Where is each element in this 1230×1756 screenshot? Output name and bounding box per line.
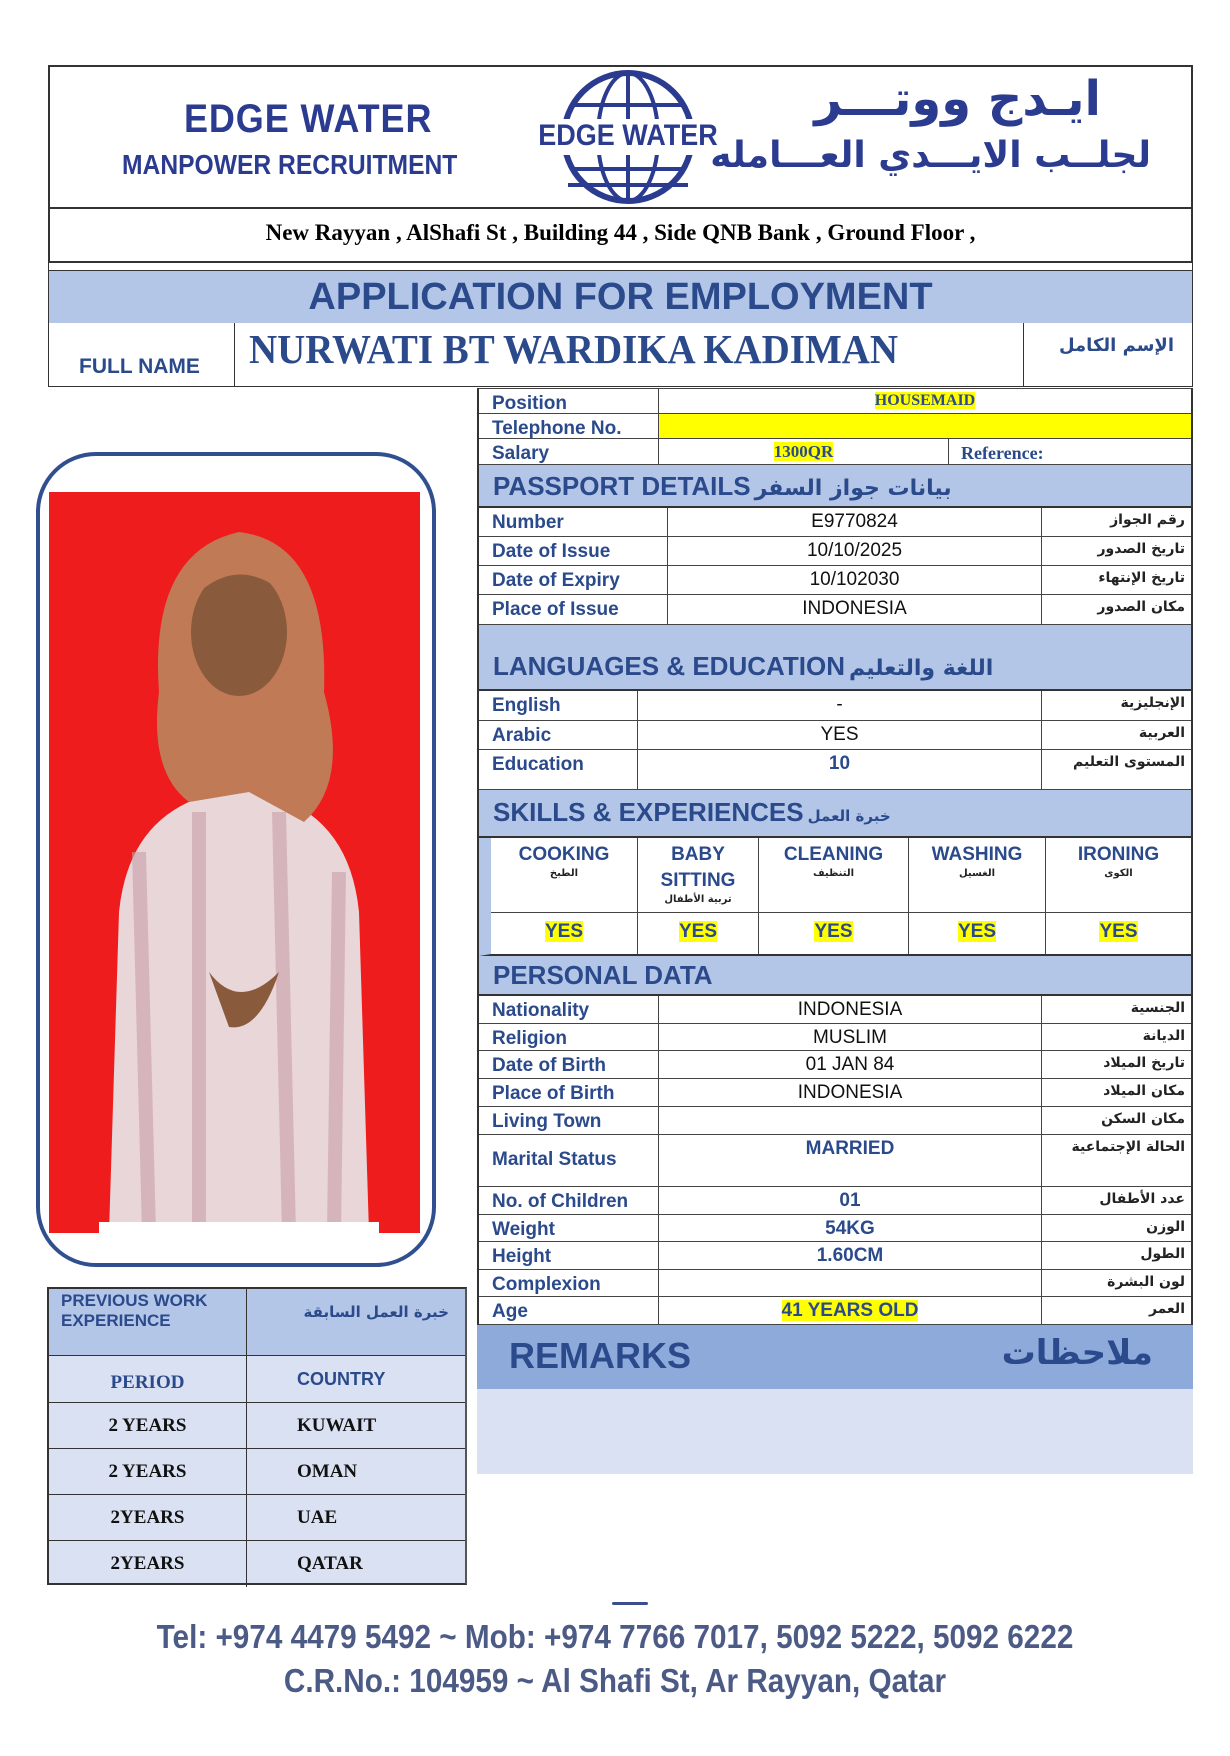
languages-section-header (479, 625, 1191, 691)
personal-row (479, 1107, 1191, 1135)
passport-label-arabic: مكان الصدور (1097, 599, 1185, 615)
work-experience-row (49, 1449, 465, 1495)
personal-row (479, 1215, 1191, 1242)
telephone-value (659, 414, 1191, 438)
personal-value (659, 1079, 1042, 1106)
personal-label: Age (479, 1297, 659, 1324)
logo-text: EDGE WATER (538, 119, 718, 152)
language-label-arabic: المستوى التعليم (1073, 754, 1185, 770)
language-value (638, 721, 1042, 749)
personal-label: Living Town (479, 1107, 659, 1134)
skill-cooking (491, 838, 638, 954)
work-experience-row (49, 1403, 465, 1449)
passport-value-text: 10/10/2025 (806, 540, 903, 561)
passport-label: Place of Issue (479, 595, 668, 624)
personal-label-arabic: الطول (1140, 1246, 1185, 1262)
personal-value-text: MARRIED (805, 1138, 895, 1159)
personal-row (479, 996, 1191, 1024)
skill-value-cell (679, 913, 717, 943)
personal-value (659, 1107, 1042, 1134)
passport-label: Date of Issue (479, 537, 668, 565)
personal-section-header (479, 956, 1191, 996)
skill-label (759, 838, 908, 913)
skills-section-header (479, 790, 1191, 838)
work-experience-header (49, 1289, 465, 1356)
languages-title: LANGUAGES & EDUCATION (493, 651, 845, 681)
country-header: COUNTRY (297, 1368, 386, 1389)
passport-label-arabic: تاريخ الإنتهاء (1098, 570, 1185, 586)
personal-label: Height (479, 1242, 659, 1269)
full-name-value: NURWATI BT WARDIKA KADIMAN (249, 326, 898, 372)
passport-section-header (479, 465, 1191, 508)
personal-label: Religion (479, 1024, 659, 1050)
skills-title-arabic: خبرة العمل (807, 807, 891, 825)
skill-ironing (1046, 838, 1191, 954)
personal-label-arabic: تاريخ الميلاد (1103, 1055, 1185, 1071)
work-experience-table (47, 1287, 467, 1585)
personal-value (659, 1024, 1042, 1050)
passport-value-text: E9770824 (811, 511, 898, 532)
personal-value-text: MUSLIM (813, 1027, 887, 1048)
personal-value (659, 996, 1042, 1023)
divider (48, 263, 1193, 271)
language-value-text: 10 (828, 753, 851, 774)
language-value (638, 750, 1042, 789)
language-row (479, 750, 1191, 790)
full-name-row (48, 323, 1193, 387)
skill-label (1046, 838, 1191, 913)
footer-contact: Tel: +974 4479 5492 ~ Mob: +974 7766 7017, 5092 5222, 5092 6222 (156, 1618, 1074, 1655)
passport-row (479, 566, 1191, 595)
company-name-arabic: ايـدج ووتـــر (814, 71, 1101, 127)
personal-label: Place of Birth (479, 1079, 659, 1106)
skill-value-cell (958, 913, 996, 943)
passport-value-text: 10/102030 (809, 569, 900, 590)
personal-value (659, 1297, 1042, 1324)
passport-label: Date of Expiry (479, 566, 668, 594)
language-label-arabic: العربية (1138, 725, 1185, 741)
language-label: Education (479, 750, 638, 789)
passport-value (668, 595, 1042, 624)
skill-name: COOKING (518, 844, 610, 865)
personal-value-text: 41 YEARS OLD (781, 1300, 919, 1321)
language-label: Arabic (479, 721, 638, 749)
personal-row (479, 1079, 1191, 1107)
personal-label: Complexion (479, 1270, 659, 1296)
globe-logo (528, 69, 728, 205)
skill-cleaning (759, 838, 909, 954)
applicant-photo (49, 492, 420, 1233)
remarks-title: REMARKS (509, 1335, 692, 1376)
footer-registration: C.R.No.: 104959 ~ Al Shafi St, Ar Rayyan, Qatar (283, 1662, 947, 1699)
application-details (477, 388, 1193, 1325)
personal-label: Date of Birth (479, 1051, 659, 1078)
skill-value: YES (678, 921, 718, 942)
personal-value (659, 1051, 1042, 1078)
passport-row (479, 537, 1191, 566)
work-experience-row (49, 1541, 465, 1587)
personal-title: PERSONAL DATA (493, 960, 713, 990)
skill-name-arabic: الطبخ (549, 868, 579, 879)
work-period: 2 YEARS (49, 1403, 247, 1448)
personal-row (479, 1024, 1191, 1051)
work-experience-title-arabic: خبرة العمل السابقة (303, 1303, 449, 1321)
skill-washing (909, 838, 1046, 954)
personal-row (479, 1297, 1191, 1325)
passport-label-arabic: تاريخ الصدور (1097, 541, 1185, 557)
work-period: 2YEARS (49, 1541, 247, 1587)
position-value: HOUSEMAID (874, 392, 976, 409)
work-period: 2 YEARS (49, 1449, 247, 1494)
work-experience-columns (49, 1356, 465, 1403)
company-header (48, 65, 1193, 208)
skill-value: YES (957, 921, 997, 942)
personal-row (479, 1187, 1191, 1215)
personal-value (659, 1215, 1042, 1241)
personal-value (659, 1187, 1042, 1214)
skill-label (638, 838, 758, 913)
personal-value-text: 54KG (825, 1218, 875, 1239)
skill-value: YES (1099, 921, 1138, 942)
personal-row (479, 1270, 1191, 1297)
skill-value-cell (814, 913, 852, 943)
language-row (479, 691, 1191, 721)
page-title: APPLICATION FOR EMPLOYMENT (48, 271, 1193, 323)
personal-label-arabic: مكان السكن (1101, 1111, 1185, 1127)
company-subtitle: MANPOWER RECRUITMENT (122, 149, 458, 180)
work-country: UAE (297, 1506, 338, 1528)
passport-value-text: INDONESIA (802, 598, 907, 619)
full-name-label-arabic: الإسم الكامل (1023, 323, 1192, 386)
salary-row (479, 439, 1191, 465)
personal-value (659, 1135, 1042, 1186)
personal-label-arabic: مكان الميلاد (1103, 1083, 1185, 1099)
passport-title: PASSPORT DETAILS (493, 471, 751, 501)
personal-value-text: INDONESIA (797, 999, 903, 1020)
skill-name-arabic: الكوى (1104, 868, 1133, 879)
skills-title: SKILLS & EXPERIENCES (493, 797, 804, 827)
remarks-body (477, 1389, 1193, 1474)
language-value-text: - (836, 694, 843, 715)
personal-value (659, 1270, 1042, 1296)
reference-label: Reference: (961, 443, 1044, 463)
personal-row (479, 1051, 1191, 1079)
passport-row (479, 508, 1191, 537)
telephone-row (479, 414, 1191, 439)
personal-value-text: 01 (839, 1190, 861, 1211)
skill-value-cell (1099, 913, 1137, 943)
personal-label: No. of Children (479, 1187, 659, 1214)
passport-label: Number (479, 508, 668, 536)
language-label: English (479, 691, 638, 720)
languages-title-arabic: اللغة والتعليم (848, 656, 994, 681)
personal-label-arabic: الحالة الإجتماعية (1071, 1139, 1185, 1155)
personal-label-arabic: الجنسية (1130, 1000, 1185, 1016)
salary-label: Salary (479, 439, 659, 464)
personal-label-arabic: لون البشرة (1107, 1274, 1185, 1290)
language-row (479, 721, 1191, 750)
telephone-label: Telephone No. (479, 414, 659, 438)
remarks-header (477, 1325, 1193, 1389)
work-experience-row (49, 1495, 465, 1541)
personal-value-text: 01 JAN 84 (805, 1054, 895, 1075)
skills-table (479, 838, 1191, 956)
personal-label-arabic: الديانة (1142, 1028, 1185, 1044)
personal-value-text: 1.60CM (816, 1245, 884, 1266)
position-label: Position (479, 389, 659, 413)
skill-name: IRONING (1077, 844, 1160, 865)
passport-row (479, 595, 1191, 625)
skill-name-arabic: تربية الأطفال (664, 894, 732, 905)
skill-value-cell (545, 913, 583, 943)
personal-label-arabic: الوزن (1146, 1219, 1185, 1235)
company-subtitle-arabic: لجلــب الايـــدي العـــامله (710, 135, 1151, 176)
personal-value-text: INDONESIA (797, 1082, 903, 1103)
skill-name: WASHING (931, 844, 1023, 865)
personal-label-arabic: العمر (1148, 1301, 1185, 1317)
skill-value: YES (544, 921, 584, 942)
language-label-arabic: الإنجليزية (1120, 695, 1185, 711)
skill-name-arabic: الغسيل (958, 868, 995, 879)
personal-label-arabic: عدد الأطفال (1099, 1191, 1185, 1207)
skill-baby-sitting (638, 838, 759, 954)
salary-value: 1300QR (773, 442, 834, 461)
work-experience-title: PREVIOUS WORK EXPERIENCE (49, 1289, 247, 1355)
person-icon (49, 492, 420, 1233)
remarks-title-arabic: ملاحظات (1001, 1333, 1153, 1373)
work-country: OMAN (297, 1460, 358, 1482)
skill-name-arabic: التنظيف (812, 868, 855, 879)
personal-label: Marital Status (479, 1135, 659, 1186)
language-value (638, 691, 1042, 720)
full-name-label: FULL NAME (49, 323, 235, 386)
skill-value: YES (814, 921, 853, 942)
company-name: EDGE WATER (184, 97, 433, 141)
personal-value (659, 1242, 1042, 1269)
position-row (479, 388, 1191, 414)
skill-label (909, 838, 1045, 913)
personal-label: Nationality (479, 996, 659, 1023)
passport-value (668, 537, 1042, 565)
work-period: 2YEARS (49, 1495, 247, 1540)
language-value-text: YES (820, 724, 859, 745)
personal-row (479, 1135, 1191, 1187)
skill-label (491, 838, 637, 913)
passport-value (668, 566, 1042, 594)
passport-value (668, 508, 1042, 536)
skill-name: CLEANING (783, 844, 884, 865)
footer-mark (612, 1602, 648, 1605)
passport-label-arabic: رقم الجواز (1110, 512, 1185, 528)
skill-name: BABY SITTING (660, 844, 736, 891)
work-country: KUWAIT (297, 1414, 377, 1436)
work-country: QATAR (297, 1553, 363, 1574)
personal-row (479, 1242, 1191, 1270)
passport-title-arabic: بيانات جواز السفر (754, 476, 952, 501)
period-header: PERIOD (49, 1356, 247, 1402)
personal-label: Weight (479, 1215, 659, 1241)
company-address: New Rayyan , AlShafi St , Building 44 , Side QNB Bank , Ground Floor , (48, 208, 1193, 263)
